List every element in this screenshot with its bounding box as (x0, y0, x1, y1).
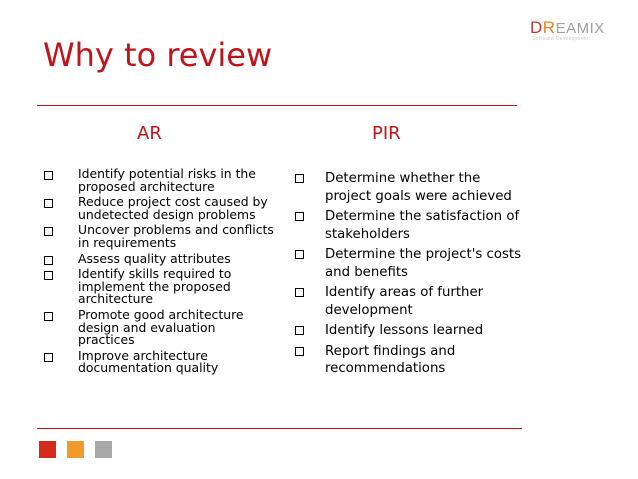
checkbox-bullet-icon (295, 174, 304, 183)
ar-list-item (40, 347, 275, 376)
footer-divider (37, 428, 522, 429)
checkbox-bullet-icon (44, 271, 53, 280)
checkbox-bullet-icon (295, 326, 304, 335)
company-logo (530, 20, 630, 50)
checkbox-bullet-icon (295, 212, 304, 221)
pir-list-item (291, 284, 523, 319)
pir-heading: PIR (372, 123, 401, 144)
pir-list-item (291, 246, 523, 281)
checkbox-bullet-icon (44, 256, 53, 265)
pir-item-text: Determine the project's costs and benefits (325, 247, 522, 280)
pir-list-item (291, 170, 523, 205)
ar-item-text: Promote good architecture design and evaluation practices (78, 306, 244, 348)
ar-item-text: Assess quality attributes (78, 250, 231, 266)
checkbox-bullet-icon (44, 171, 53, 180)
checkbox-bullet-icon (295, 250, 304, 259)
pir-list-item (291, 322, 523, 340)
footer-gray-square (95, 441, 112, 458)
pir-item-text: Identify lessons learned (325, 323, 484, 338)
pir-item-text: Report findings and recommendations (325, 343, 456, 376)
checkbox-bullet-icon (44, 199, 53, 208)
logo-letters-rest: EAMIX (555, 20, 605, 37)
checkbox-bullet-icon (44, 312, 53, 321)
ar-item-text: Improve architecture documentation quality (78, 347, 219, 376)
ar-list-item (40, 268, 275, 306)
ar-item-text: Uncover problems and conflicts in requirements (78, 222, 274, 250)
checkbox-bullet-icon (44, 227, 53, 236)
ar-list-item (40, 224, 275, 249)
ar-list-item (40, 168, 275, 193)
pir-item-text: Identify areas of further development (325, 285, 484, 318)
logo-wordmark (530, 20, 630, 36)
ar-item-text: Identify potential risks in the proposed architecture (78, 166, 256, 194)
footer-red-square (39, 441, 56, 458)
checkbox-bullet-icon (295, 288, 304, 297)
logo-tagline: Software Development (532, 36, 589, 42)
pir-item-text: Determine whether the project goals were achieved (325, 171, 512, 204)
slide-title: Why to review (43, 36, 273, 74)
ar-heading: AR (137, 123, 162, 144)
ar-list-item (40, 250, 275, 266)
pir-item-text: Determine the satisfaction of stakeholders (325, 209, 520, 242)
ar-item-text: Reduce project cost caused by undetected design problems (78, 194, 268, 222)
pir-list-item (291, 208, 523, 243)
pir-list-item (291, 343, 523, 378)
ar-bullet-list (40, 168, 275, 378)
ar-list-item (40, 306, 275, 348)
checkbox-bullet-icon (295, 347, 304, 356)
ar-list-item (40, 196, 275, 221)
checkbox-bullet-icon (44, 353, 53, 362)
title-divider (37, 105, 517, 106)
ar-item-text: Identify skills required to implement the proposed architecture (78, 266, 232, 307)
logo-letter-r: R (542, 18, 556, 37)
logo-letter-d: D (530, 18, 543, 37)
pir-bullet-list (291, 170, 523, 381)
footer-orange-square (67, 441, 84, 458)
